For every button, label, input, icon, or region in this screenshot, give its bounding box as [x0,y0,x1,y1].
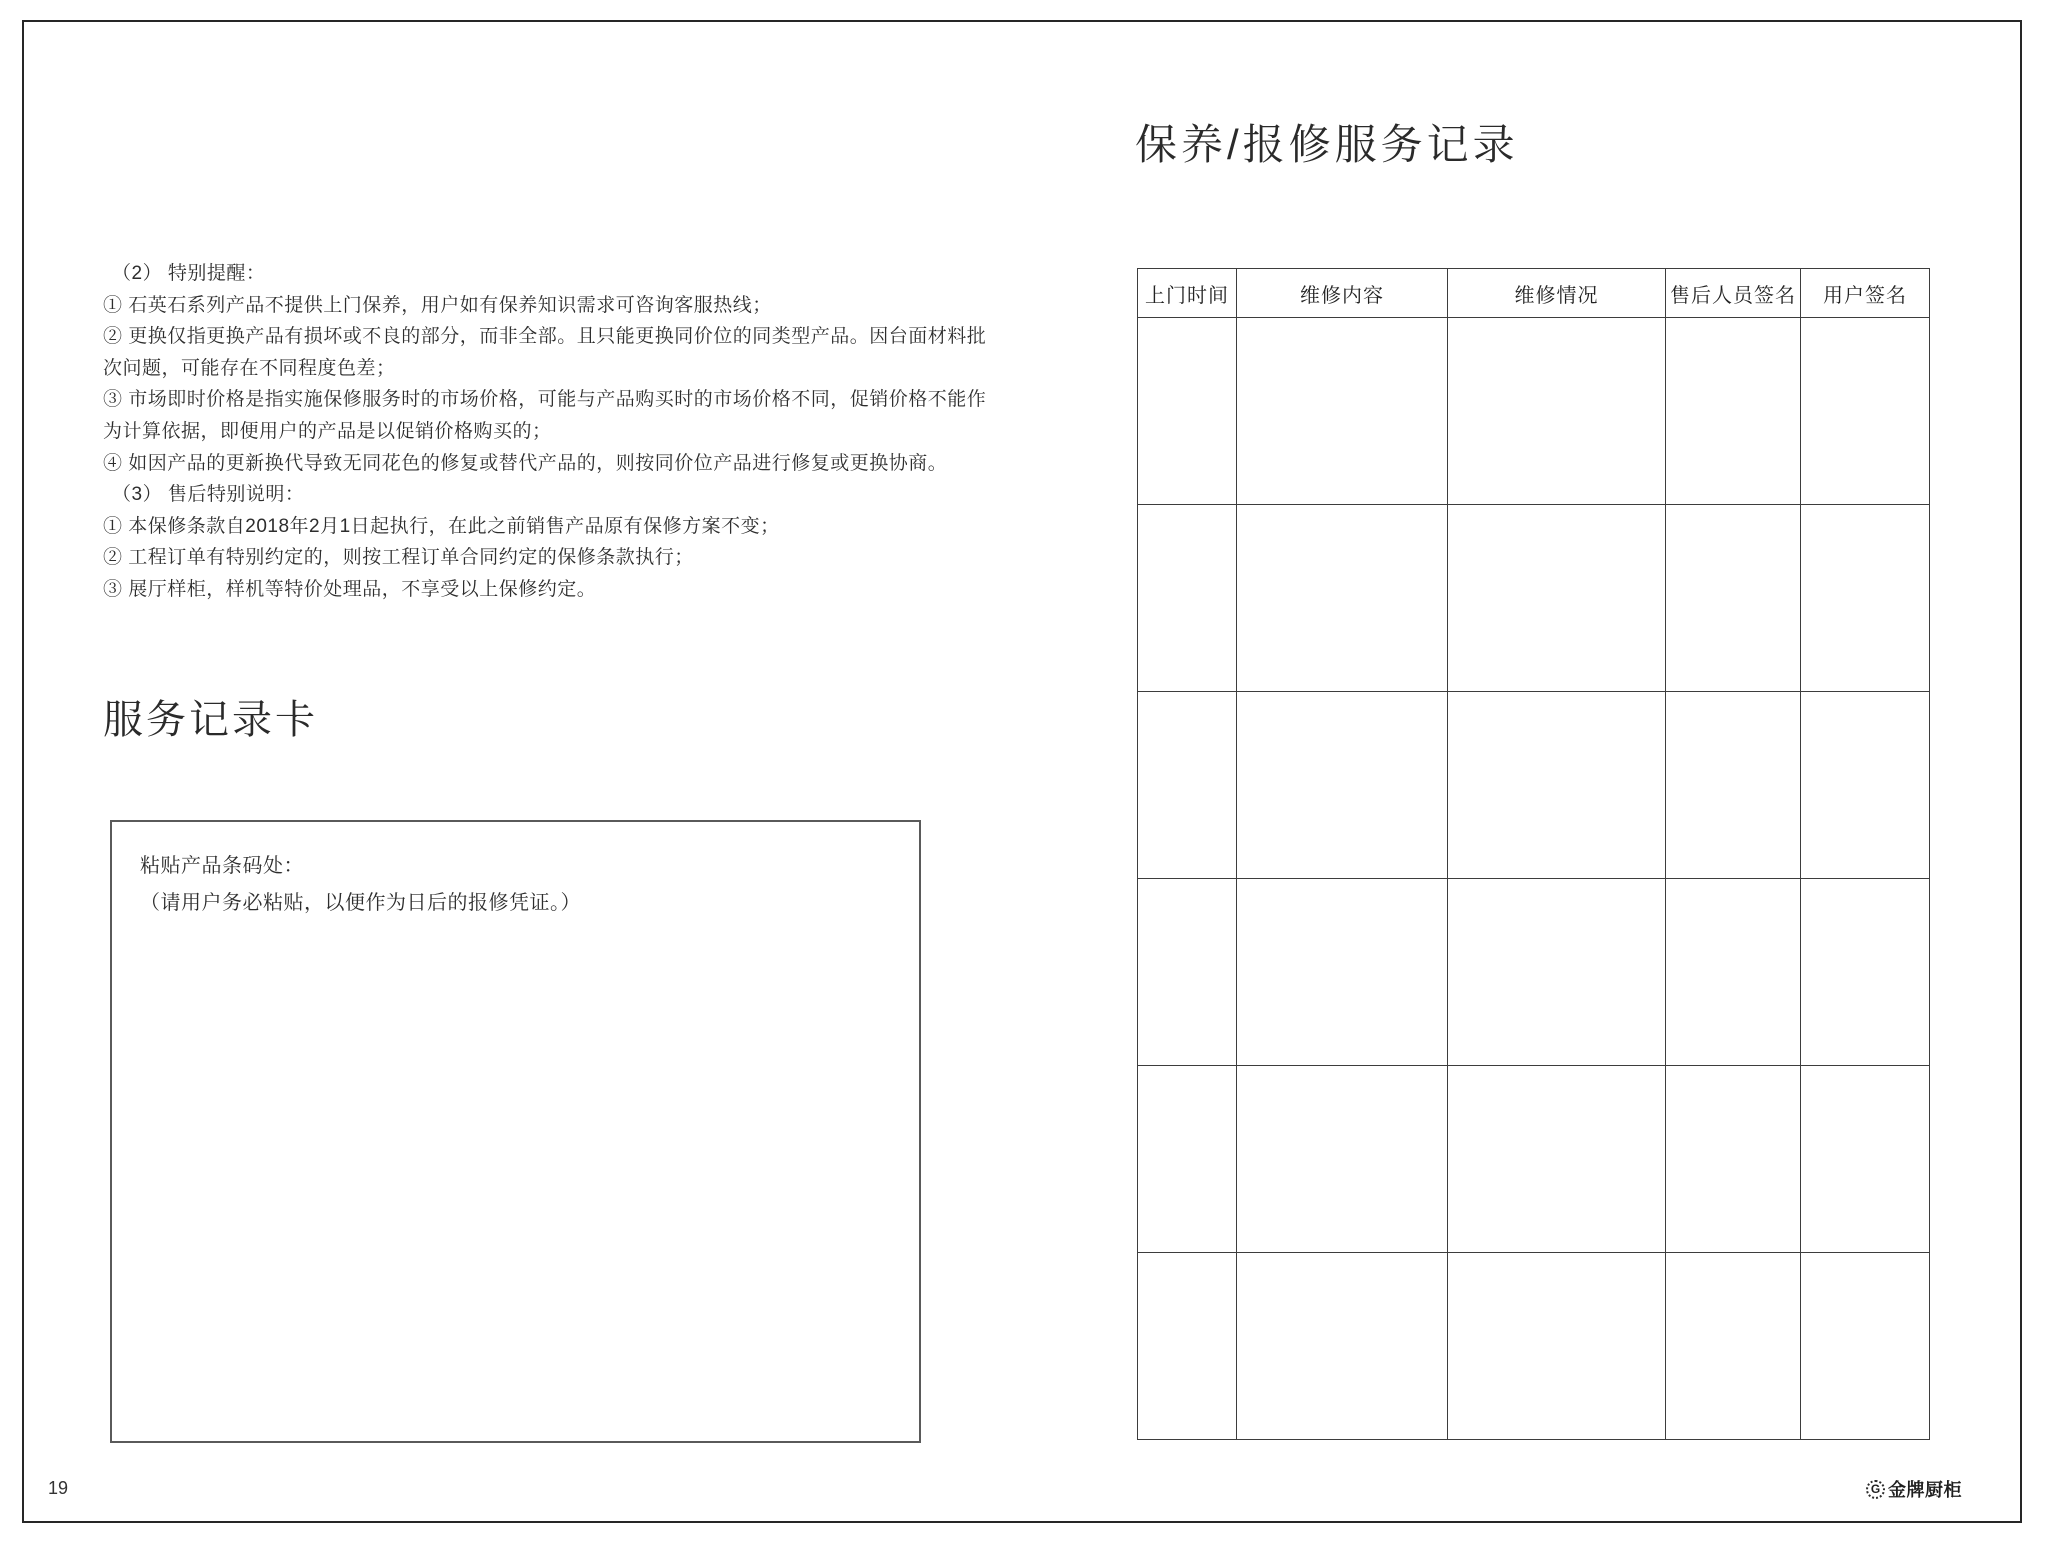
empty-cell [1237,505,1448,692]
empty-cell [1448,879,1666,1066]
maintenance-record-title: 保养/报修服务记录 [1135,121,1519,168]
empty-cell [1138,879,1237,1066]
service-record-card-title: 服务记录卡 [103,698,318,742]
empty-cell [1801,1066,1930,1253]
note-line: ② 工程订单有特别约定的，则按工程订单合同约定的保修条款执行； [103,547,694,569]
column-header-user-signature: 用户签名 [1801,269,1930,318]
table-row [1138,318,1930,505]
empty-cell [1448,1066,1666,1253]
note-line: （3） 售后特别说明： [112,484,305,506]
barcode-sticker-box [110,820,921,1443]
note-line: ① 本保修条款自2018年2月1日起执行，在此之前销售产品原有保修方案不变； [103,515,780,537]
empty-cell [1138,692,1237,879]
table-row [1138,505,1930,692]
empty-cell [1138,505,1237,692]
empty-cell [1448,1253,1666,1440]
brand-name: 金牌厨柜 [1888,1480,1962,1500]
column-header-repair-status: 维修情况 [1448,269,1666,318]
note-line: ② 更换仅指更换产品有损坏或不良的部分，而非全部。且只能更换同价位的同类型产品。因台面材料批 [103,326,987,348]
table-row [1138,879,1930,1066]
empty-cell [1666,692,1801,879]
empty-cell [1666,318,1801,505]
empty-cell [1666,1066,1801,1253]
empty-cell [1666,879,1801,1066]
page-number: 19 [48,1478,69,1498]
column-header-repair-content: 维修内容 [1237,269,1448,318]
empty-cell [1666,1253,1801,1440]
note-line: ③ 展厅样柜，样机等特价处理品，不享受以上保修约定。 [103,578,597,600]
brand-logo [1866,1476,1962,1502]
empty-cell [1237,318,1448,505]
empty-cell [1666,505,1801,692]
empty-cell [1237,1066,1448,1253]
empty-cell [1138,1253,1237,1440]
barcode-box-label: 粘贴产品条码处： [140,855,304,877]
empty-cell [1237,879,1448,1066]
empty-cell [1237,1253,1448,1440]
empty-cell [1801,692,1930,879]
column-header-aftersales-signature: 售后人员签名 [1666,269,1801,318]
barcode-box-note: （请用户务必粘贴，以便作为日后的报修凭证。） [140,892,581,914]
empty-cell [1237,692,1448,879]
empty-cell [1801,505,1930,692]
empty-cell [1448,505,1666,692]
column-header-visit-time: 上门时间 [1138,269,1237,318]
table-row [1138,1066,1930,1253]
note-line: 次问题，可能存在不同程度色差； [103,357,396,379]
note-line: ① 石英石系列产品不提供上门保养，用户如有保养知识需求可咨询客服热线； [103,294,772,316]
empty-cell [1138,318,1237,505]
table-row [1138,692,1930,879]
service-record-table [1137,268,1930,1440]
empty-cell [1801,318,1930,505]
note-line: ④ 如因产品的更新换代导致无同花色的修复或替代产品的，则按同价位产品进行修复或更换协商。 [103,452,948,474]
note-line: 为计算依据，即便用户的产品是以促销价格购买的； [103,420,552,442]
note-line: ③ 市场即时价格是指实施保修服务时的市场价格，可能与产品购买时的市场价格不同，促销价格不能作 [103,389,987,411]
empty-cell [1138,1066,1237,1253]
empty-cell [1448,318,1666,505]
empty-cell [1801,879,1930,1066]
table-row [1138,1253,1930,1440]
note-line: （2） 特别提醒： [112,263,266,284]
table-header-row [1138,269,1930,318]
warranty-notes [103,258,1003,606]
empty-cell [1448,692,1666,879]
brand-g-icon: G [1866,1480,1885,1499]
empty-cell [1801,1253,1930,1440]
